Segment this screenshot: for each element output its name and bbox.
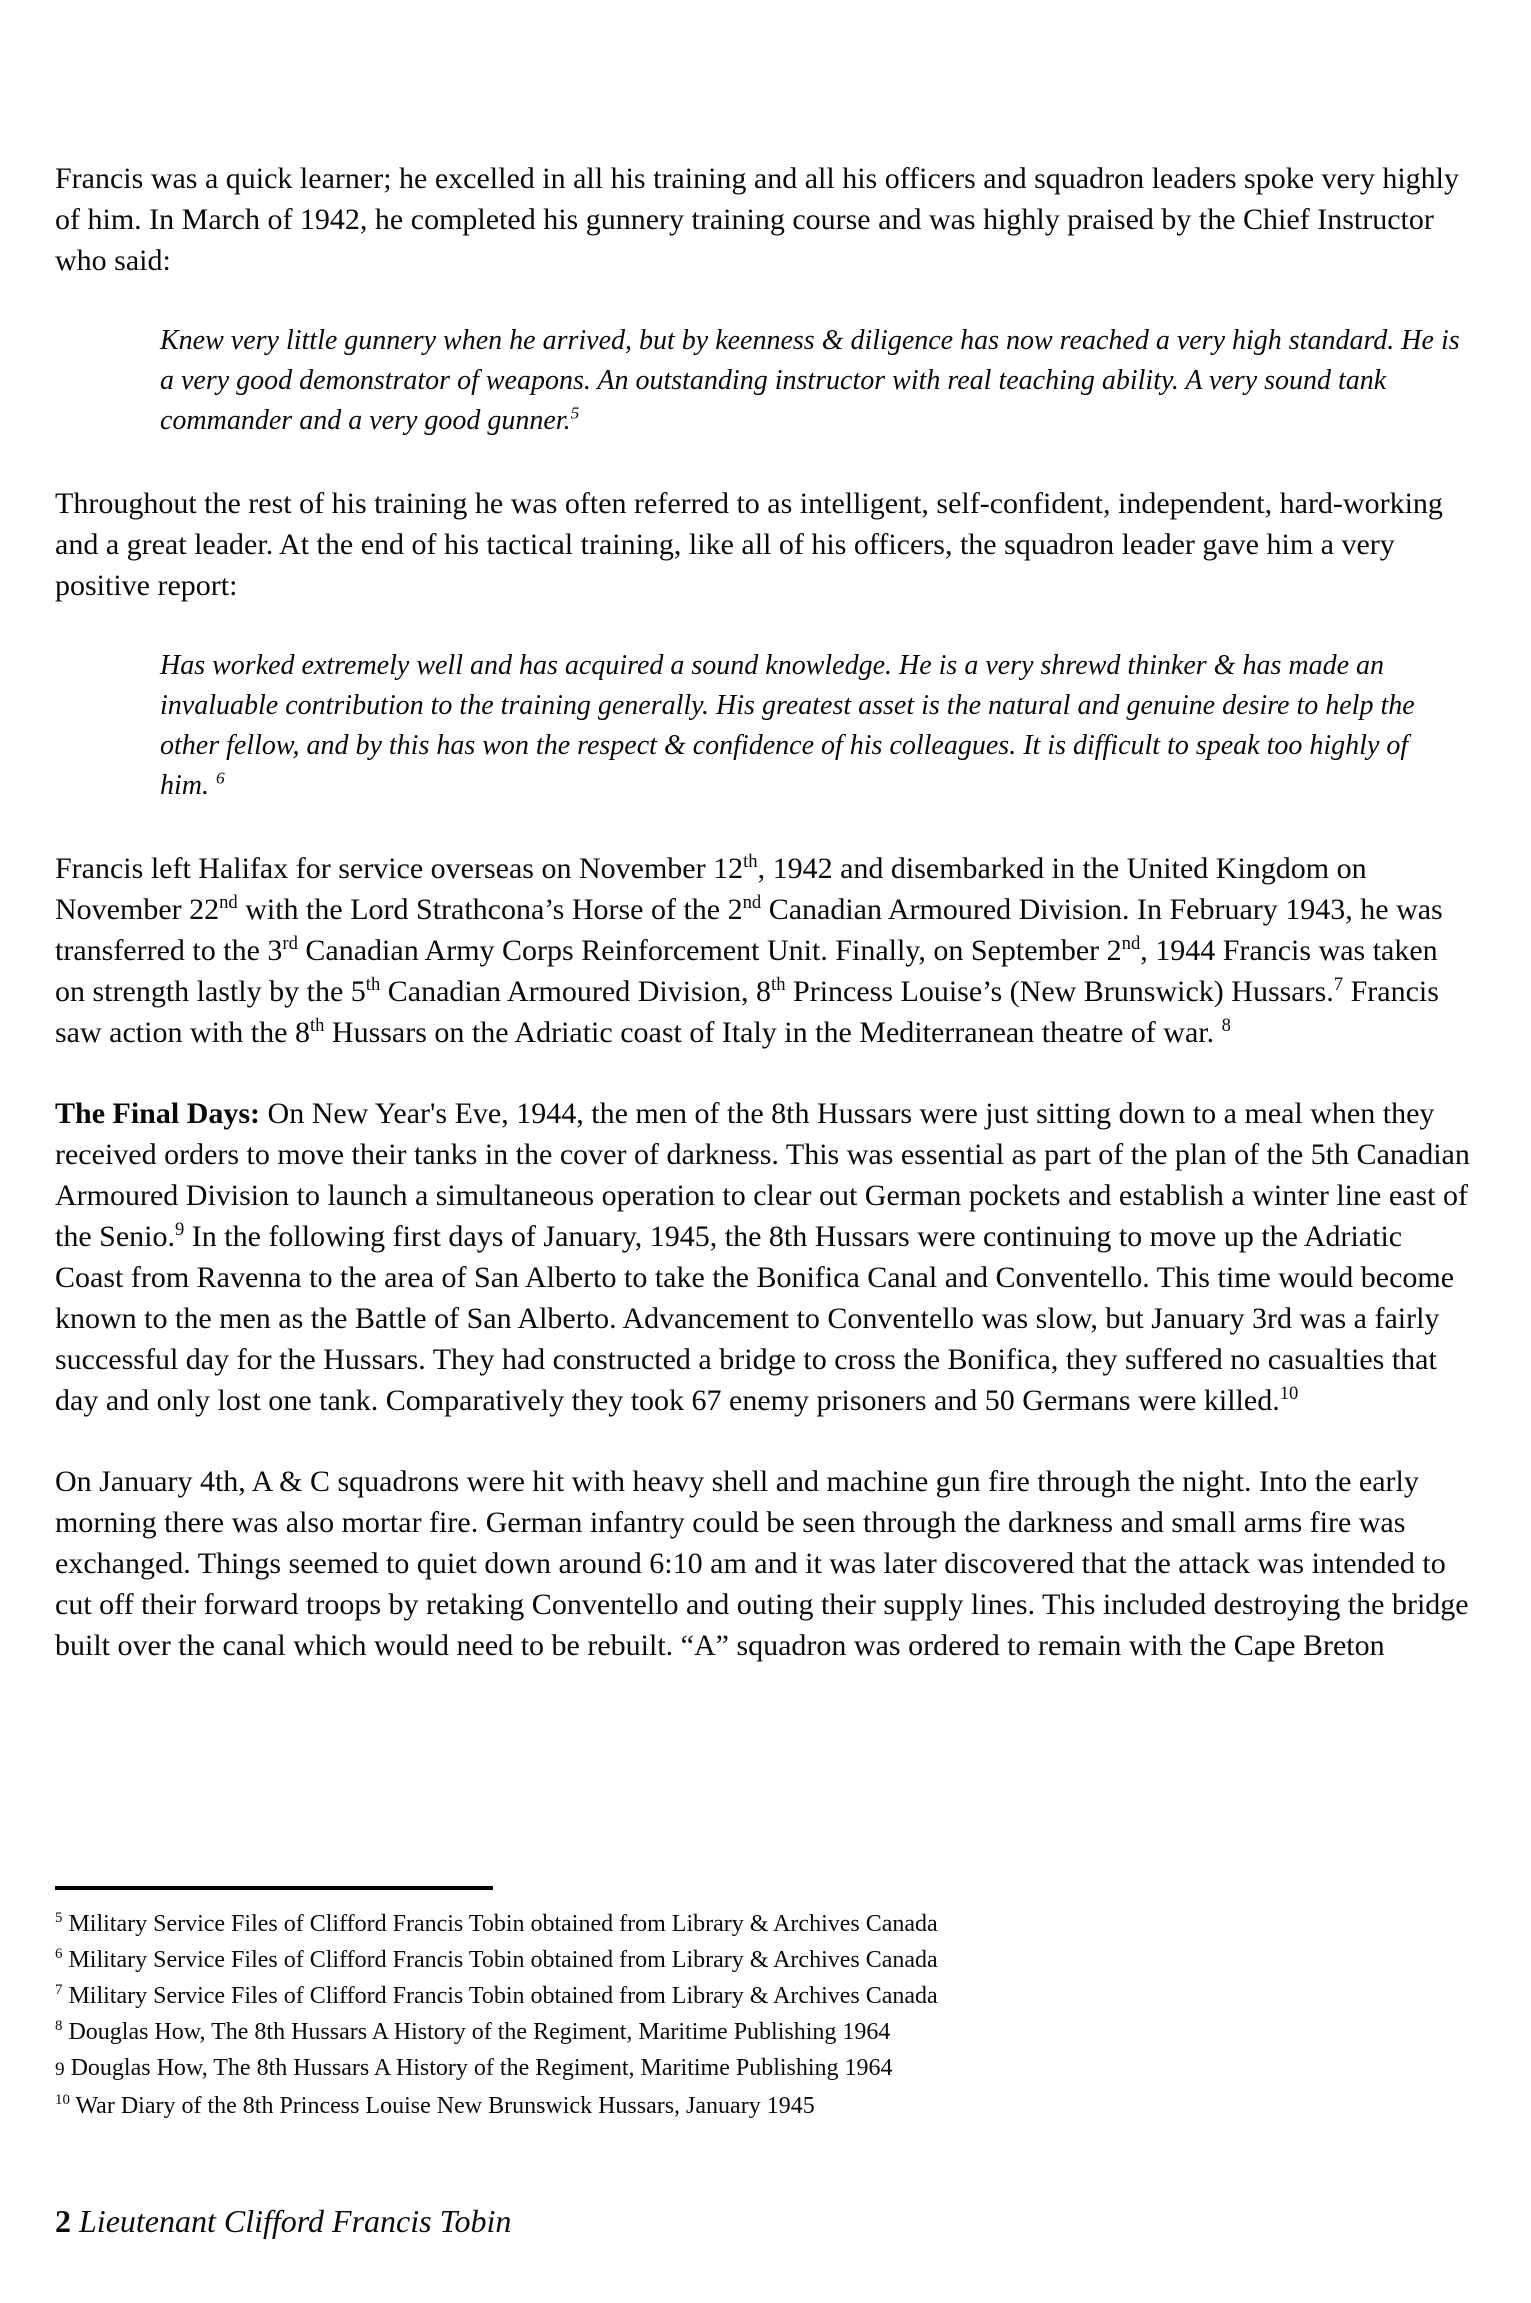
paragraph — [55, 483, 1473, 606]
footnote-marker: 6 — [55, 1946, 63, 1962]
footnote-separator — [55, 1886, 493, 1890]
footnote-text: Military Service Files of Clifford Francis Tobin obtained from Library & Archives Canada — [62, 1947, 938, 1973]
text-run: On New Year's Eve, 1944, the men of the 8th Hussars were just sitting down to a meal when they received orders to move their tanks in the cover of darkness. This was essential as part of the plan of the 5th Canadian Armoured Division to launch a simultaneous operation to clear out German pockets and establish a winter line east of the Senio. — [55, 1097, 1470, 1253]
superscript-text: rd — [282, 933, 298, 954]
text-run: Hussars on the Adriatic coast of Italy in the Mediterranean theatre of war. — [324, 1016, 1222, 1049]
text-run: In the following first days of January, 1945, the 8th Hussars were continuing to move up the Adriatic Coast from Ravenna to the area of San Alberto to take the Bonifica Canal and Conventello. This time would become known to the men as the Battle of San Alberto. Advancement to Conventello was slow, but January 3rd was a fairly successful day for the Hussars. They had constructed a bridge to cross the Bonifica, they suffered no casualties that day and only lost one tank. Comparatively they took 67 enemy prisoners and 50 Germans were killed. — [55, 1220, 1455, 1417]
text-run: Princess Louise’s (New Brunswick) Hussars. — [785, 975, 1334, 1008]
footnote-text: Military Service Files of Clifford Francis Tobin obtained from Library & Archives Canada — [62, 1911, 938, 1937]
footnote-text: Douglas How, The 8th Hussars A History of the Regiment, Maritime Publishing 1964 — [62, 2019, 891, 2045]
superscript-text: th — [771, 974, 786, 995]
text-run: Francis saw action with the 8 — [55, 975, 1439, 1049]
footnote — [55, 2014, 1473, 2050]
paragraph — [55, 848, 1473, 1053]
footnote-text: Douglas How, The 8th Hussars A History of the Regiment, Maritime Publishing 1964 — [64, 2055, 893, 2081]
superscript-text: th — [743, 851, 758, 872]
quotation — [160, 646, 1463, 806]
superscript-text: 8 — [1221, 1015, 1231, 1036]
text-run: , 1942 and disembarked in the United Kingdom on November 22 — [55, 852, 1367, 926]
paragraph — [55, 1461, 1473, 1666]
superscript-text: nd — [1121, 933, 1141, 954]
superscript-text: 6 — [216, 768, 225, 788]
superscript-text: th — [365, 974, 381, 995]
paragraph — [55, 1093, 1473, 1421]
footnote-section — [55, 1886, 1473, 2124]
superscript-text: nd — [219, 892, 238, 913]
footnote-marker: 8 — [55, 2018, 63, 2034]
footnote-text: Military Service Files of Clifford Francis Tobin obtained from Library & Archives Canada — [62, 1983, 938, 2009]
footnote-marker: 10 — [55, 2092, 70, 2108]
footnote — [55, 2088, 1473, 2124]
page-footer — [55, 2203, 511, 2240]
text-run: , 1944 Francis was taken on strength lastly by the 5 — [55, 934, 1438, 1008]
text-run: Throughout the rest of his training he was often referred to as intelligent, self-confident, independent, hard-working and a great leader. At the end of his tactical training, like all of his officers, the squadron leader gave him a very positive report: — [55, 487, 1443, 602]
footnote — [55, 1906, 1473, 1942]
text-run: Knew very little gunnery when he arrived, but by keenness & diligence has now reached a very high standard. He is a very good demonstrator of weapons. An outstanding instructor with real teaching ability. A very sound tank commander and a very good gunner. — [160, 325, 1460, 436]
text-run: Has worked extremely well and has acquired a sound knowledge. He is a very shrewd thinker & has made an invaluable contribution to the training generally. His greatest asset is the natural and genuine desire to help the other fellow, and by this has won the respect & confidence of his colleagues. It is difficult to speak too highly of him. — [160, 650, 1415, 801]
superscript-text: 7 — [1333, 974, 1344, 995]
text-run: with the Lord Strathcona’s Horse of the 2 — [237, 893, 743, 926]
document-page — [55, 158, 1473, 1706]
text-run: Canadian Armoured Division, 8 — [380, 975, 772, 1008]
footnote-list — [55, 1906, 1473, 2124]
document-title: Lieutenant Clifford Francis Tobin — [79, 2203, 512, 2239]
superscript-text: 5 — [570, 403, 580, 423]
text-run: Canadian Army Corps Reinforcement Unit. Finally, on September 2 — [297, 934, 1122, 967]
superscript-text: 9 — [175, 1219, 185, 1240]
document-body — [55, 158, 1473, 1666]
footnote-marker: 7 — [55, 1982, 63, 1998]
footnote — [55, 1942, 1473, 1978]
text-run: Canadian Armoured Division. In February 1943, he was transferred to the 3 — [55, 893, 1443, 967]
text-run: The Final Days: — [55, 1097, 268, 1130]
footnote-marker: 5 — [55, 1910, 63, 1926]
footnote-marker: 9 — [55, 2059, 65, 2080]
footnote-text: War Diary of the 8th Princess Louise New Brunswick Hussars, January 1945 — [69, 2093, 815, 2119]
footnote — [55, 1978, 1473, 2014]
superscript-text: th — [309, 1015, 325, 1036]
page-number: 2 — [55, 2203, 71, 2239]
superscript-text: nd — [742, 892, 762, 913]
text-run: Francis was a quick learner; he excelled in all his training and all his officers and squadron leaders spoke very highly of him. In March of 1942, he completed his gunnery training course and was highly praised by the Chief Instructor who said: — [55, 162, 1460, 277]
quotation — [160, 321, 1463, 441]
text-run: Francis left Halifax for service overseas on November 12 — [55, 852, 744, 885]
superscript-text: 10 — [1279, 1383, 1299, 1404]
text-run: On January 4th, A & C squadrons were hit with heavy shell and machine gun fire through the night. Into the early morning there was also mortar fire. German infantry could be seen through the darkness and small arms fire was exchanged. Things seemed to quiet down around 6:10 am and it was later discovered that the attack was intended to cut off their forward troops by retaking Conventello and outing their supply lines. This included destroying the bridge built over the canal which would need to be rebuilt. “A” squadron was ordered to remain with the Cape Breton — [55, 1465, 1469, 1662]
footnote — [55, 2050, 1473, 2088]
paragraph — [55, 158, 1473, 281]
